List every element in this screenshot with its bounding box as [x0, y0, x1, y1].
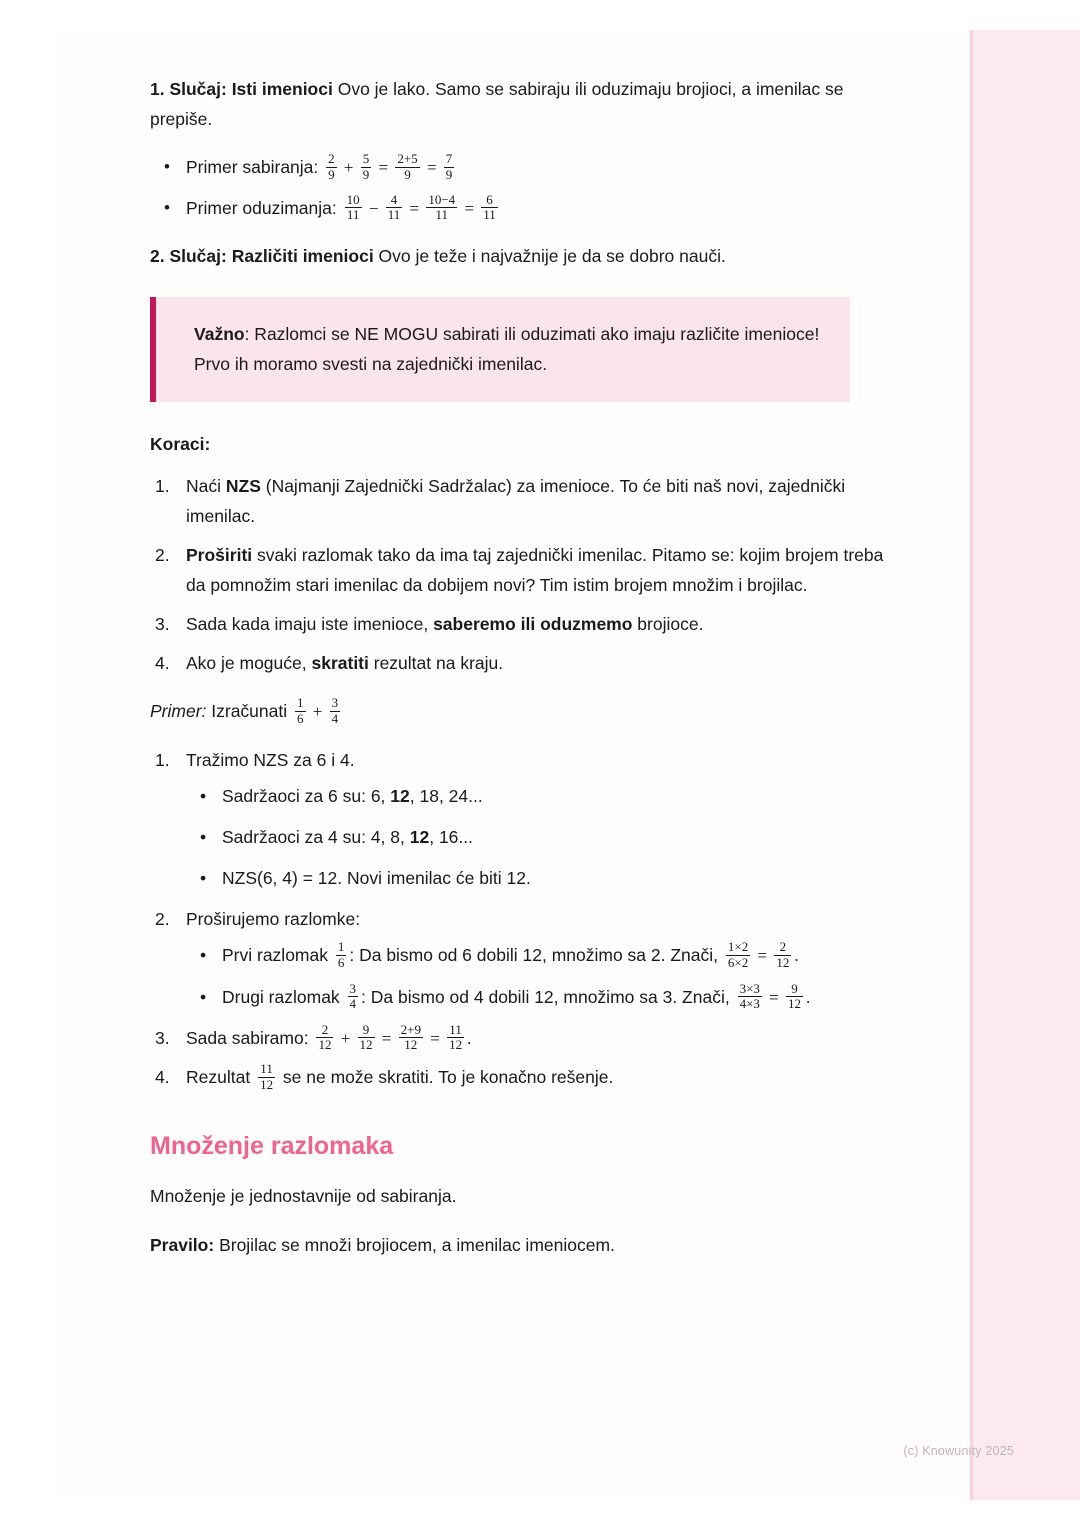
list-item [186, 781, 890, 811]
second-fraction-mid: : Da bismo od 4 dobili 12, množimo sa 3. Znači, [361, 986, 735, 1007]
multiplication-rule [150, 1230, 890, 1260]
list-item [186, 822, 890, 852]
example-add-math: $\frac{2}{9}$ + $\frac{5}{9}$ = $\frac{2+5}{9}$ = $\frac{7}{9}$ [328, 151, 453, 182]
document-body [150, 74, 890, 1278]
multiplication-intro: Množenje je jednostavnije od sabiranja. [150, 1186, 457, 1207]
example-sub-label: Primer oduzimanja: [186, 197, 337, 218]
step-1-post: (Najmanji Zajednički Sadržalac) za imenioce. To će biti naš novi, zajednički imenilac. [186, 475, 846, 526]
steps-list [150, 471, 890, 679]
multiples-4-bold: 12 [409, 826, 430, 847]
list-item [150, 1023, 890, 1053]
multiples-6-post: , 18, 24... [409, 785, 483, 806]
list-item [150, 648, 890, 678]
worked-step-1-bullets [186, 781, 890, 893]
multiples-4-pre: Sadržaoci za 4 su: 4, 8, [222, 826, 410, 847]
case-1-text: Ovo je lako. Samo se sabiraju ili oduzimaju brojioci, a imenilac se prepiše. [150, 79, 844, 130]
worked-example-label: Primer: [150, 701, 207, 722]
step-3-pre: Sada kada imaju iste imenioce, [186, 614, 434, 635]
worked-step-3-text: Sada sabiramo: [186, 1027, 314, 1048]
step-3-post: brojioce. [632, 614, 704, 635]
first-fraction-mid: : Da bismo od 6 dobili 12, množimo sa 2. Znači, [349, 945, 723, 966]
callout-paragraph [194, 319, 824, 380]
rule-label: Pravilo: [150, 1234, 215, 1255]
worked-step-4-pre: Rezultat [186, 1067, 256, 1088]
multiplication-section-title: Množenje razlomaka [150, 1132, 394, 1161]
case-2-text: Ovo je teže i najvažnije je da se dobro nauči. [373, 245, 726, 266]
steps-heading: Koraci: [150, 433, 211, 454]
worked-example-text: Izračunati [206, 701, 292, 722]
worked-step-2-text: Proširujemo razlomke: [186, 909, 361, 930]
second-fraction-frac: $\frac{3}{4}$ [349, 980, 357, 1012]
worked-step-2-bullets [186, 940, 890, 1012]
example-sub-math: $\frac{10}{11}$ − $\frac{4}{11}$ = $\frac{10-4}{11}$ = $\frac{6}{11}$ [346, 191, 496, 223]
multiples-6-bold: 12 [390, 785, 410, 806]
page-right-margin-strip [973, 30, 1080, 1500]
lcm-result: NZS(6, 4) = 12. Novi imenilac će biti 12. [222, 867, 531, 888]
list-item [186, 863, 890, 893]
list-item [150, 471, 890, 531]
step-4-bold: skratiti [311, 653, 369, 674]
step-4-post: rezultat na kraju. [368, 653, 504, 674]
worked-step-1-text: Tražimo NZS za 6 i 4. [186, 749, 355, 770]
list-item [150, 1062, 890, 1092]
example-add-label: Primer sabiranja: [186, 157, 319, 178]
list-item [150, 609, 890, 639]
case-2-paragraph [150, 241, 890, 271]
first-fraction-pre: Prvi razlomak [222, 945, 333, 966]
step-1-pre: Naći [186, 475, 226, 496]
worked-step-4-math: $\frac{11}{12}$ [260, 1061, 274, 1092]
worked-example-intro [150, 696, 890, 726]
first-fraction-math: $\frac{1\times 2}{6\times 2}$ = $\frac{2}{12}$ . [727, 939, 799, 970]
list-item [186, 982, 890, 1012]
callout-label: Važno [194, 323, 245, 344]
list-item [150, 904, 890, 1012]
list-item [150, 152, 890, 182]
worked-example-math: $\frac{1}{6}$ + $\frac{3}{4}$ [297, 695, 339, 726]
case-1-paragraph [150, 74, 890, 134]
callout-text: : Razlomci se NE MOGU sabirati ili oduzimati ako imaju različite imenioce! Prvo ih moramo svesti na zajednički imenilac. [194, 323, 820, 375]
first-fraction-frac: $\frac{1}{6}$ [337, 939, 345, 970]
examples-list [150, 152, 890, 223]
step-3-bold: saberemo ili oduzmemo [433, 614, 633, 635]
list-item [150, 540, 890, 600]
step-2-bold: Proširiti [186, 545, 253, 565]
watermark: (c) Knowunity 2025 [903, 1444, 1014, 1458]
second-fraction-pre: Drugi razlomak [222, 986, 345, 1007]
step-4-pre: Ako je moguće, [186, 653, 312, 674]
worked-step-3-math: $\frac{2}{12}$ + $\frac{9}{12}$ = $\frac{2+9}{12}$ = $\frac{11}{12}$ . [318, 1021, 472, 1053]
rule-text: Brojilac se množi brojiocem, a imenilac imeniocem. [214, 1234, 615, 1255]
multiples-4-post: , 16... [429, 826, 473, 847]
worked-solution-list [150, 745, 890, 1093]
worked-step-4-post: se ne može skratiti. To je konačno rešenje. [278, 1067, 614, 1088]
step-1-bold: NZS [225, 475, 261, 496]
case-1-label: 1. Slučaj: Isti imenioci [150, 79, 333, 99]
list-item [150, 745, 890, 893]
case-2-label: 2. Slučaj: Različiti imenioci [150, 245, 374, 266]
important-callout [150, 297, 850, 402]
multiples-6-pre: Sadržaoci za 6 su: 6, [222, 785, 391, 806]
list-item [150, 193, 890, 223]
second-fraction-math: $\frac{3\times 3}{4\times 3}$ = $\frac{9}{12}$ . [739, 980, 811, 1012]
document-page [58, 30, 1080, 1500]
step-2-post: svaki razlomak tako da ima taj zajednički imenilac. Pitamo se: kojim brojem treba da pomnožim stari imenilac da dobijem novi? Tim istim brojem množim i brojilac. [186, 545, 884, 596]
list-item [186, 940, 890, 970]
